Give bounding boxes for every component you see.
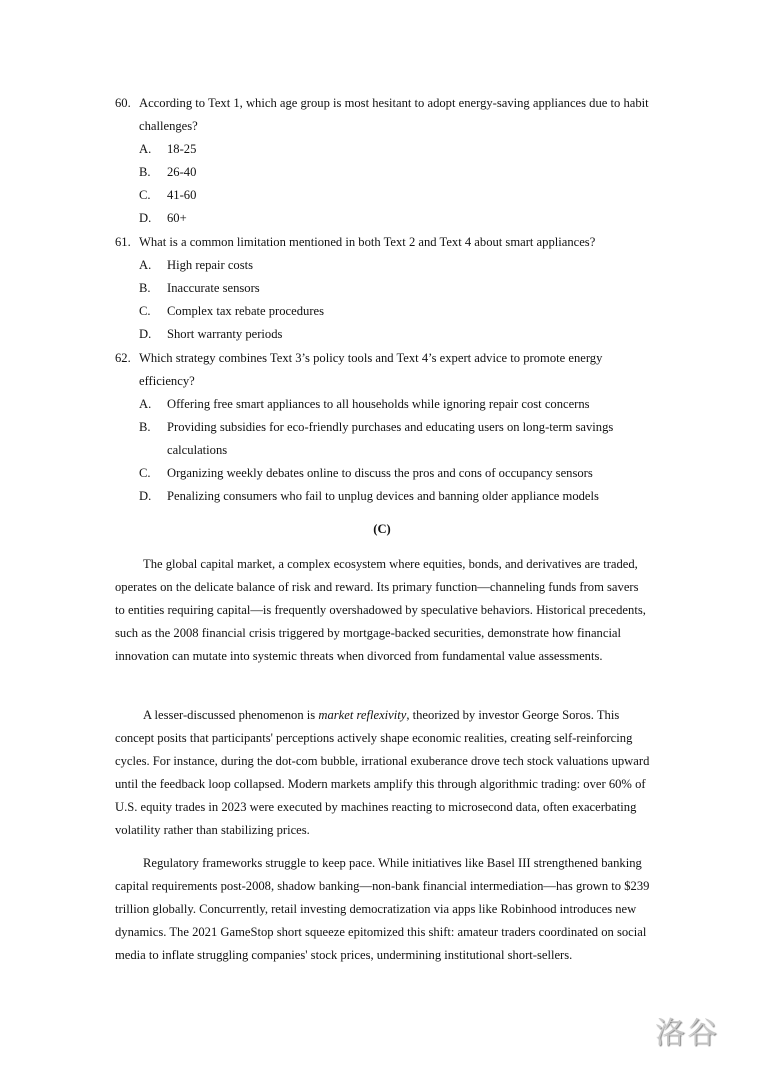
option-b <box>139 277 655 300</box>
question-60 <box>115 92 655 230</box>
option-c <box>139 300 655 323</box>
option-letter: D. <box>139 489 152 503</box>
option-d <box>139 323 655 346</box>
option-letter: C. <box>139 466 151 480</box>
option-a <box>139 138 655 161</box>
paragraph-text: , theorized by investor George Soros. This concept posits that participants' perceptions actively shape economic realities, creating self-reinforcing cycles. For instance, during the dot-com bubble, irrational exuberance drove tech stock valuations upward until the feedback loop collapsed. Modern markets amplify this through algorithmic trading: over 60% of U.S. equity trades in 2023 were executed by machines reacting to microsecond data, often exacerbating volatility rather than stabilizing prices. <box>115 708 650 837</box>
option-text: Offering free smart appliances to all households while ignoring repair cost concerns <box>167 397 590 411</box>
option-letter: A. <box>139 397 152 411</box>
option-letter: A. <box>139 142 152 156</box>
option-letter: C. <box>139 188 151 202</box>
question-number: 61. <box>115 235 131 249</box>
option-text: 60+ <box>167 211 187 225</box>
option-b <box>139 161 655 184</box>
question-stem: According to Text 1, which age group is most hesitant to adopt energy-saving appliances due to habit challenges? <box>139 96 649 133</box>
question-61 <box>115 231 655 346</box>
watermark-logo: 洛谷 <box>655 1016 719 1051</box>
option-letter: B. <box>139 420 151 434</box>
option-d <box>139 485 655 508</box>
option-b <box>139 416 655 462</box>
passage-paragraph-1: The global capital market, a complex ecosystem where equities, bonds, and derivatives are traded, operates on the delicate balance of risk and reward. Its primary function—channeling funds from savers to entities requiring capital—is frequently overshadowed by speculative behaviors. Historical precedents, such as the 2008 financial crisis triggered by mortgage-backed securities, demonstrate how financial innovation can mutate into systemic threats when divorced from fundamental value assessments. <box>115 557 646 663</box>
option-text: Providing subsidies for eco-friendly purchases and educating users on long-term savings calculations <box>167 420 614 457</box>
question-62 <box>115 347 655 508</box>
option-letter: C. <box>139 304 151 318</box>
option-letter: D. <box>139 327 152 341</box>
option-text: 41-60 <box>167 188 197 202</box>
option-a <box>139 393 655 416</box>
option-text: Complex tax rebate procedures <box>167 304 325 318</box>
option-text: Inaccurate sensors <box>167 281 260 295</box>
italic-term: market reflexivity <box>318 708 407 722</box>
passage-paragraph-2 <box>115 704 651 842</box>
option-text: 26-40 <box>167 165 197 179</box>
question-stem: Which strategy combines Text 3’s policy tools and Text 4’s expert advice to promote energy efficiency? <box>139 351 603 388</box>
option-letter: A. <box>139 258 152 272</box>
option-text: Penalizing consumers who fail to unplug devices and banning older appliance models <box>167 489 599 503</box>
option-letter: B. <box>139 281 151 295</box>
option-c <box>139 184 655 207</box>
question-number: 60. <box>115 96 131 110</box>
option-a <box>139 254 655 277</box>
section-heading: (C) <box>373 522 391 536</box>
paragraph-text: A lesser-discussed phenomenon is <box>143 708 319 722</box>
option-text: Short warranty periods <box>167 327 283 341</box>
option-letter: D. <box>139 211 152 225</box>
option-d <box>139 207 655 230</box>
option-text: High repair costs <box>167 258 254 272</box>
option-c <box>139 462 655 485</box>
option-letter: B. <box>139 165 151 179</box>
passage-paragraph-3: Regulatory frameworks struggle to keep pace. While initiatives like Basel III strengthened banking capital requirements post-2008, shadow banking—non-bank financial intermediation—has grown to $239 trillion globally. Concurrently, retail investing democratization via apps like Robinhood introduces new dynamics. The 2021 GameStop short squeeze epitomized this shift: amateur traders coordinated on social media to inflate struggling companies' stock prices, undermining institutional short-sellers. <box>115 856 650 962</box>
option-text: Organizing weekly debates online to discuss the pros and cons of occupancy sensors <box>167 466 593 480</box>
question-stem: What is a common limitation mentioned in both Text 2 and Text 4 about smart appliances? <box>139 235 596 249</box>
question-number: 62. <box>115 351 131 365</box>
option-text: 18-25 <box>167 142 197 156</box>
